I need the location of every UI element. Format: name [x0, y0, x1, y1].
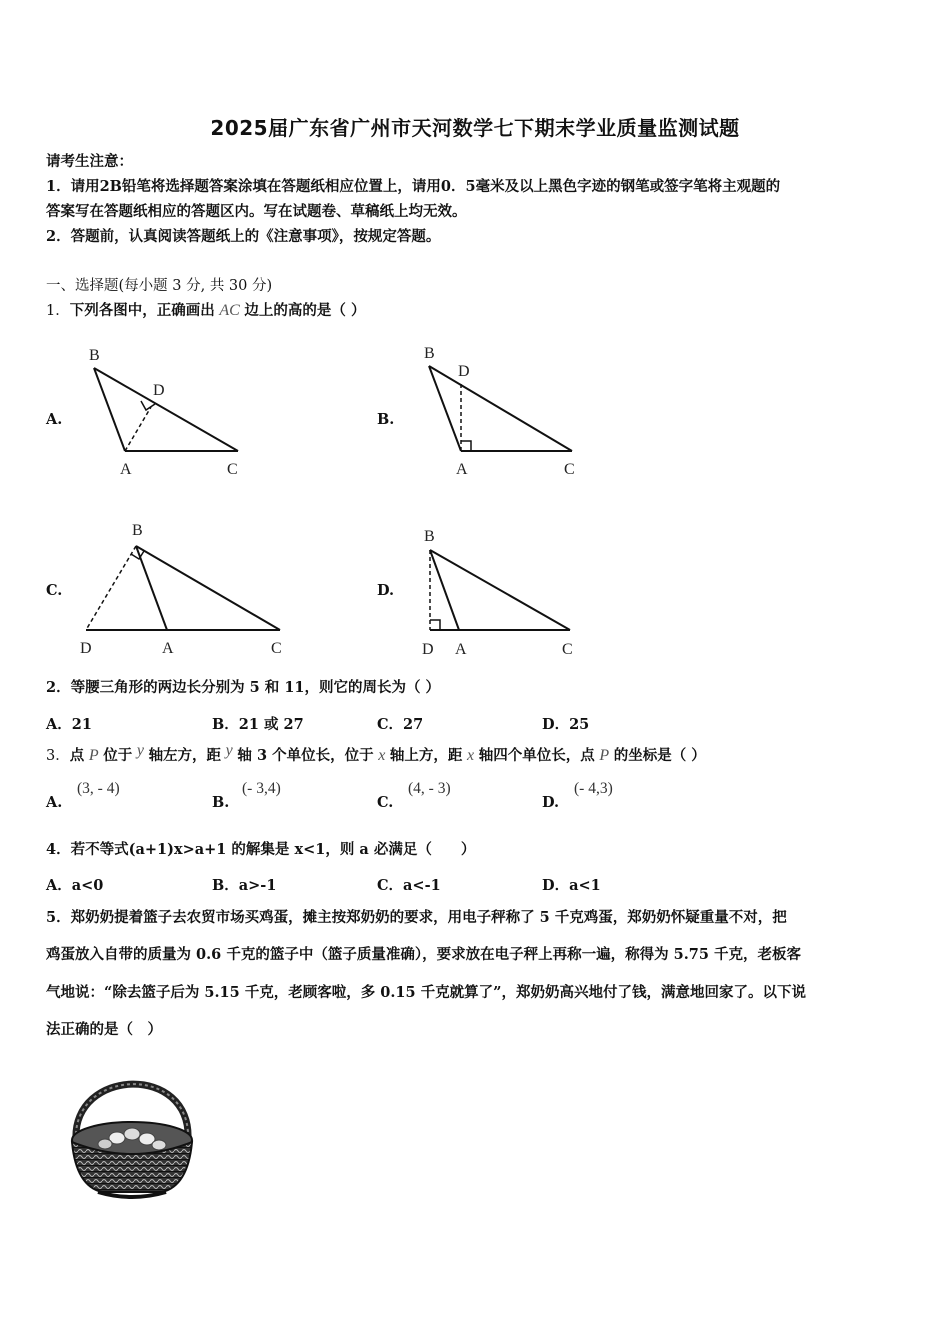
- q1-text-pre: 下列各图中，正确画出: [69, 302, 215, 319]
- q3-text-5: 轴上方，距: [389, 747, 463, 764]
- label-a: A: [162, 640, 174, 657]
- question-4: 4．若不等式(a+1)x>a+1 的解集是 x<1，则 a 必满足（ ）: [46, 841, 476, 858]
- label-d: D: [422, 641, 434, 658]
- line-bc: [136, 546, 280, 630]
- notice-item-2: 2．答题前，认真阅读答题纸上的《注意事项》，按规定答题。: [46, 228, 441, 245]
- q3-math-x: x: [378, 747, 386, 764]
- q3-option-d-value: (- 4,3): [574, 780, 613, 797]
- q3-number: 3．: [46, 748, 70, 764]
- q3-math-y: y: [136, 742, 144, 759]
- q1-option-c-label[interactable]: C.: [46, 582, 63, 599]
- label-b: B: [424, 345, 435, 362]
- line-bc: [430, 550, 570, 630]
- egg: [152, 1140, 166, 1150]
- q3-text-3: 轴左方，距: [148, 747, 222, 764]
- q3-text-6: 轴四个单位长，点: [478, 747, 595, 764]
- q4-option-b[interactable]: B．a>-1: [212, 877, 277, 894]
- line-ba: [94, 368, 125, 451]
- q3-text-2: 位于: [103, 747, 133, 764]
- q1-figure-d: [412, 520, 592, 660]
- q3-text-7: 的坐标是（ ）: [613, 747, 706, 764]
- q1-figure-c: [74, 515, 294, 660]
- q3-math-p-2: P: [599, 747, 610, 764]
- question-3: [46, 742, 706, 766]
- question-5-line-4: 法正确的是（ ）: [46, 1021, 162, 1038]
- right-angle-mark: [430, 620, 440, 630]
- q3-option-a-value: (3, - 4): [77, 780, 120, 797]
- q1-text-post: 边上的高的是（ ）: [244, 302, 366, 319]
- line-ba: [136, 546, 167, 630]
- q1-option-a-label[interactable]: A.: [46, 411, 63, 428]
- q3-option-a-label[interactable]: A.: [46, 794, 63, 811]
- question-5-line-3: 气地说：“除去篮子后为 5.15 千克，老顾客啦，多 0.15 千克就算了”，郑奶奶高兴地付了钱，满意地回家了。以下说: [46, 984, 806, 1001]
- egg: [124, 1128, 140, 1140]
- label-c: C: [564, 461, 575, 478]
- q1-number: 1．: [46, 303, 70, 319]
- q4-option-d[interactable]: D．a<1: [542, 877, 601, 894]
- line-ba: [429, 366, 461, 451]
- q2-option-b[interactable]: B．21 或 27: [212, 716, 304, 733]
- q3-option-b-value: (- 3,4): [242, 780, 281, 797]
- label-a: A: [455, 641, 467, 658]
- q4-option-a[interactable]: A．a<0: [46, 877, 104, 894]
- label-d: D: [458, 363, 470, 380]
- right-angle-mark: [461, 441, 471, 451]
- q3-math-y-2: y: [225, 742, 233, 759]
- label-d: D: [80, 640, 92, 657]
- notice-heading: 请考生注意：: [46, 153, 133, 170]
- altitude-ad: [125, 407, 151, 451]
- q1-figure-b: [415, 338, 595, 480]
- label-c: C: [227, 461, 238, 478]
- label-b: B: [89, 347, 100, 364]
- egg: [98, 1139, 112, 1149]
- q1-option-d-label[interactable]: D.: [377, 582, 395, 599]
- q1-math-ac: AC: [219, 302, 240, 319]
- section-heading: 一、选择题(每小题 3 分, 共 30 分): [46, 278, 273, 294]
- question-1: [46, 301, 365, 321]
- label-b: B: [424, 528, 435, 545]
- label-b: B: [132, 522, 143, 539]
- question-2: 2．等腰三角形的两边长分别为 5 和 11，则它的周长为（ ）: [46, 679, 441, 696]
- page-title: 2025届广东省广州市天河数学七下期末学业质量监测试题: [210, 116, 740, 140]
- line-bc: [429, 366, 572, 451]
- notice-item-1-line-1: 1．请用2B铅笔将选择题答案涂填在答题纸相应位置上，请用0．5毫米及以上黑色字迹的钢笔或签字笔将主观题的: [46, 178, 781, 195]
- q2-option-a[interactable]: A．21: [46, 716, 92, 733]
- q3-math-x-2: x: [467, 747, 475, 764]
- question-5-line-1: 5．郑奶奶提着篮子去农贸市场买鸡蛋，摊主按郑奶奶的要求，用电子秤称了 5 千克鸡蛋，郑奶奶怀疑重量不对，把: [46, 909, 787, 926]
- q3-option-b-label[interactable]: B.: [212, 794, 230, 811]
- q3-option-c-value: (4, - 3): [408, 780, 451, 797]
- dashed-line-bd: [86, 546, 136, 630]
- q3-math-p: P: [88, 747, 99, 764]
- label-c: C: [271, 640, 282, 657]
- q1-option-b-label[interactable]: B.: [377, 411, 395, 428]
- notice-item-1-line-2: 答案写在答题纸相应的答题区内。写在试题卷、草稿纸上均无效。: [46, 203, 467, 220]
- egg-basket-image: [62, 1058, 202, 1203]
- line-ba: [430, 550, 459, 630]
- q4-option-c[interactable]: C．a<-1: [377, 877, 441, 894]
- label-d: D: [153, 382, 165, 399]
- q3-text-1: 点: [69, 747, 85, 764]
- q2-option-d[interactable]: D．25: [542, 716, 590, 733]
- label-a: A: [120, 461, 132, 478]
- q3-option-c-label[interactable]: C.: [377, 794, 394, 811]
- q1-figure-a: [80, 340, 260, 480]
- q2-option-c[interactable]: C．27: [377, 716, 424, 733]
- q3-text-4: 轴 3 个单位长，位于: [237, 747, 374, 764]
- label-c: C: [562, 641, 573, 658]
- label-a: A: [456, 461, 468, 478]
- line-bc: [94, 368, 238, 451]
- q3-option-d-label[interactable]: D.: [542, 794, 560, 811]
- question-5-line-2: 鸡蛋放入自带的质量为 0.6 千克的篮子中（篮子质量准确），要求放在电子秤上再称一遍，称得为 5.75 千克，老板客: [46, 946, 801, 963]
